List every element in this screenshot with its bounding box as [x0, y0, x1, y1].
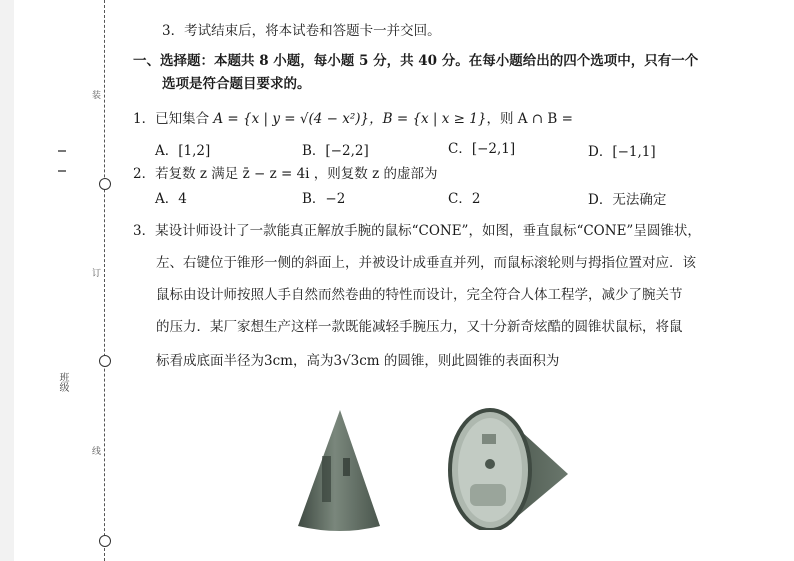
page-edge [0, 0, 14, 561]
edge-tick [58, 150, 66, 152]
section-title: 一、选择题：本题共 8 小题，每小题 5 分，共 40 分。在每小题给出的四个选项中，只有一个 [133, 53, 699, 69]
q1-option-d: D．[−1,1] [588, 144, 656, 160]
binding-mark-mid: 订 [92, 269, 102, 279]
q2-option-b: B．−2 [302, 191, 346, 207]
class-label: 班级 [57, 372, 68, 392]
question-3-line-2: 左、右键位于锥形一侧的斜面上，并被设计成垂直并列，而鼠标滚轮则与拇指位置对应．该 [156, 255, 696, 271]
binding-circle [99, 535, 111, 547]
q1-prefix: 1．已知集合 [133, 111, 210, 127]
binding-circle [99, 178, 111, 190]
q1-set-a: A = {x | y = √(4 − x²)} [213, 111, 370, 127]
q2-option-a: A．4 [155, 191, 187, 207]
binding-mark-top: 装 [92, 91, 102, 101]
question-3-line-1: 3．某设计师设计了一款能真正解放手腕的鼠标“CONE”，如图，垂直鼠标“CONE”呈圆锥状， [133, 223, 701, 239]
q1-suffix: ，则 A ∩ B = [486, 111, 573, 127]
question-3-line-5: 标看成底面半径为3cm，高为3√3cm 的圆锥，则此圆锥的表面积为 [156, 353, 560, 369]
edge-tick [58, 170, 66, 172]
binding-mark-bot: 线 [92, 447, 102, 457]
question-2-stem: 2．若复数 z 满足 z̄ − z = 4i ，则复数 z 的虚部为 [133, 166, 438, 182]
q2-option-d: D．无法确定 [588, 192, 667, 208]
question-3-line-3: 鼠标由设计师按照人手自然而然卷曲的特性而设计，完全符合人体工程学，减少了腕关节 [156, 287, 683, 303]
q1-option-b: B．[−2,2] [302, 143, 369, 159]
q1-option-c: C．[−2,1] [448, 141, 516, 157]
binding-circle [99, 355, 111, 367]
notice-line: 3．考试结束后，将本试卷和答题卡一并交回。 [162, 23, 441, 39]
question-1-stem [133, 110, 573, 128]
cone-mouse-base-image [440, 398, 570, 530]
cone-mouse-side-image [296, 408, 382, 534]
question-3-line-4: 的压力．某厂家想生产这样一款既能减轻手腕压力，又十分新奇炫酷的圆锥状鼠标，将鼠 [156, 319, 683, 335]
q1-option-a: A．[1,2] [155, 143, 211, 159]
q1-set-b: ，B = {x | x ≥ 1} [369, 111, 487, 127]
q2-option-c: C．2 [448, 191, 481, 207]
section-title-cont: 选项是符合题目要求的。 [162, 76, 311, 92]
binding-line [104, 0, 105, 561]
